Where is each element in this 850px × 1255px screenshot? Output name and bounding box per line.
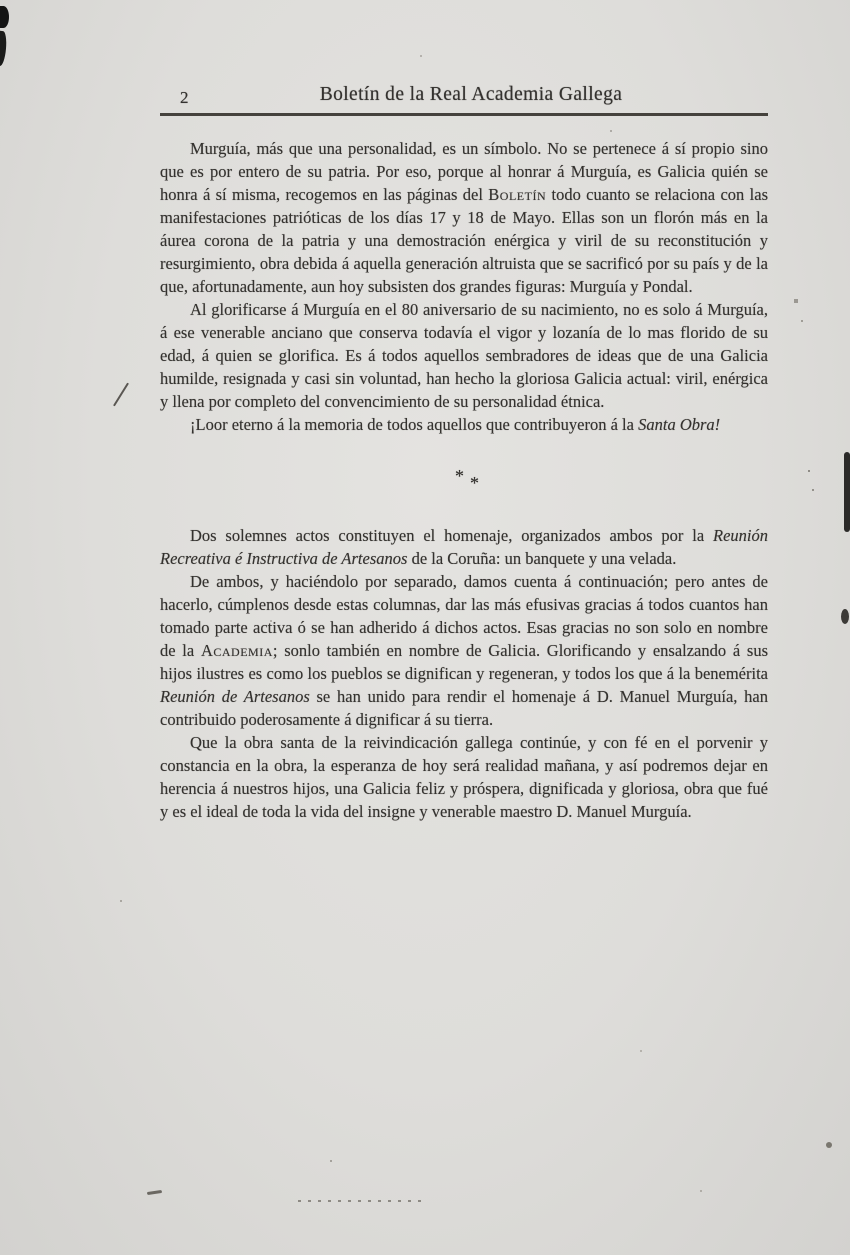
text-run: Dos solemnes actos constituyen el homenaje, organizados ambos por la	[190, 526, 713, 545]
asterisk: *	[470, 473, 479, 493]
paragraph	[160, 731, 768, 823]
text-section-2	[160, 524, 768, 823]
section-separator	[160, 466, 768, 494]
text-run: ¡Loor eterno á la memoria de todos aquellos que contribuyeron á la	[190, 415, 639, 434]
page-number: 2	[180, 88, 189, 107]
paragraph	[160, 413, 768, 436]
scan-artifact	[844, 452, 850, 532]
scan-noise	[0, 0, 2, 2]
paragraph	[160, 298, 768, 413]
text-run: se han unido para rendir el homenaje á D. Manuel Murguía, han contribuido poderosamente á dignificar á su tierra.	[160, 687, 768, 729]
scan-artifact	[147, 1190, 162, 1195]
text-run: De ambos, y haciéndolo por separado, damos cuenta á continuación; pero antes de hacerlo, cúmplenos desde estas columnas, dar las más efusivas gracias á todos cuantos han tomado parte activa ó se han adherido á dichos actos. Esas gracias no son solo en nombre de la	[160, 572, 768, 660]
text-run: Al glorificarse á Murguía en el 80 aniversario de su nacimiento, no es solo á Murguía, á ese venerable anciano que conserva todavía el vigor y lozanía de lo mas florido de su edad, á quien se glorifica. Es á todos aquellos sembradores de ideas que de una Galicia humilde, resignada y casi sin voluntad, han hecho la gloriosa Galicia actual: viril, enérgica y llena por completo del convencimiento de su personalidad étnica.	[160, 300, 768, 411]
scan-artifact	[298, 1200, 428, 1202]
paragraph	[160, 570, 768, 731]
text-run: Murguía, más que una personalidad, es un símbolo. No se pertenece á sí propio sino que es por entero de su patria. Por eso, porque al honrar á Murguía, es Galicia quién se honra á sí misma, recogemos en las páginas del	[160, 139, 768, 204]
text-run: Reunión Recreativa é Instructiva de Artesanos	[160, 526, 768, 568]
text-run: Reunión de Artesanos	[160, 687, 310, 706]
scan-artifact	[113, 383, 129, 407]
text-run: todo cuanto se relaciona con las manifestaciones patrióticas de los días 17 y 18 de Mayo. Ellas son un florón más en la áurea corona de la patria y una demostración enérgica y viril de su reconstitución y resurgimiento, obra debida á aquella generación altruista que se sacrificó por su país y de la que, afortunadamente, aun hoy subsisten dos grandes figuras: Murguía y Pondal.	[160, 185, 768, 296]
asterisk: *	[455, 466, 464, 486]
text-run: Academia	[200, 641, 273, 660]
scan-artifact	[0, 31, 8, 67]
paragraph	[160, 137, 768, 298]
scan-artifact	[841, 609, 849, 624]
text-section-1	[160, 137, 768, 436]
scan-artifact	[0, 6, 9, 28]
page-content	[160, 84, 768, 823]
text-run: de la Coruña: un banquete y una velada.	[407, 549, 677, 568]
text-run: Boletín	[488, 185, 547, 204]
header-title: Boletín de la Real Academia Gallega	[319, 84, 623, 105]
text-run: ; sonlo también en nombre de Galicia. Glorificando y ensalzando á sus hijos ilustres es como los pueblos se dignifican y regeneran, y todos los que á la benemérita	[160, 641, 768, 683]
page-header	[160, 84, 768, 116]
text-run: Que la obra santa de la reivindicación gallega continúe, y con fé en el porvenir y constancia en la obra, la esperanza de hoy será realidad mañana, y así podremos dejar en herencia á nuestros hijos, una Galicia feliz y próspera, dignificada y gloriosa, obra que fué y es el ideal de toda la vida del insigne y venerable maestro D. Manuel Murguía.	[160, 733, 768, 821]
scan-artifact	[826, 1142, 832, 1148]
paragraph	[160, 524, 768, 570]
text-run: Santa Obra!	[638, 415, 721, 434]
